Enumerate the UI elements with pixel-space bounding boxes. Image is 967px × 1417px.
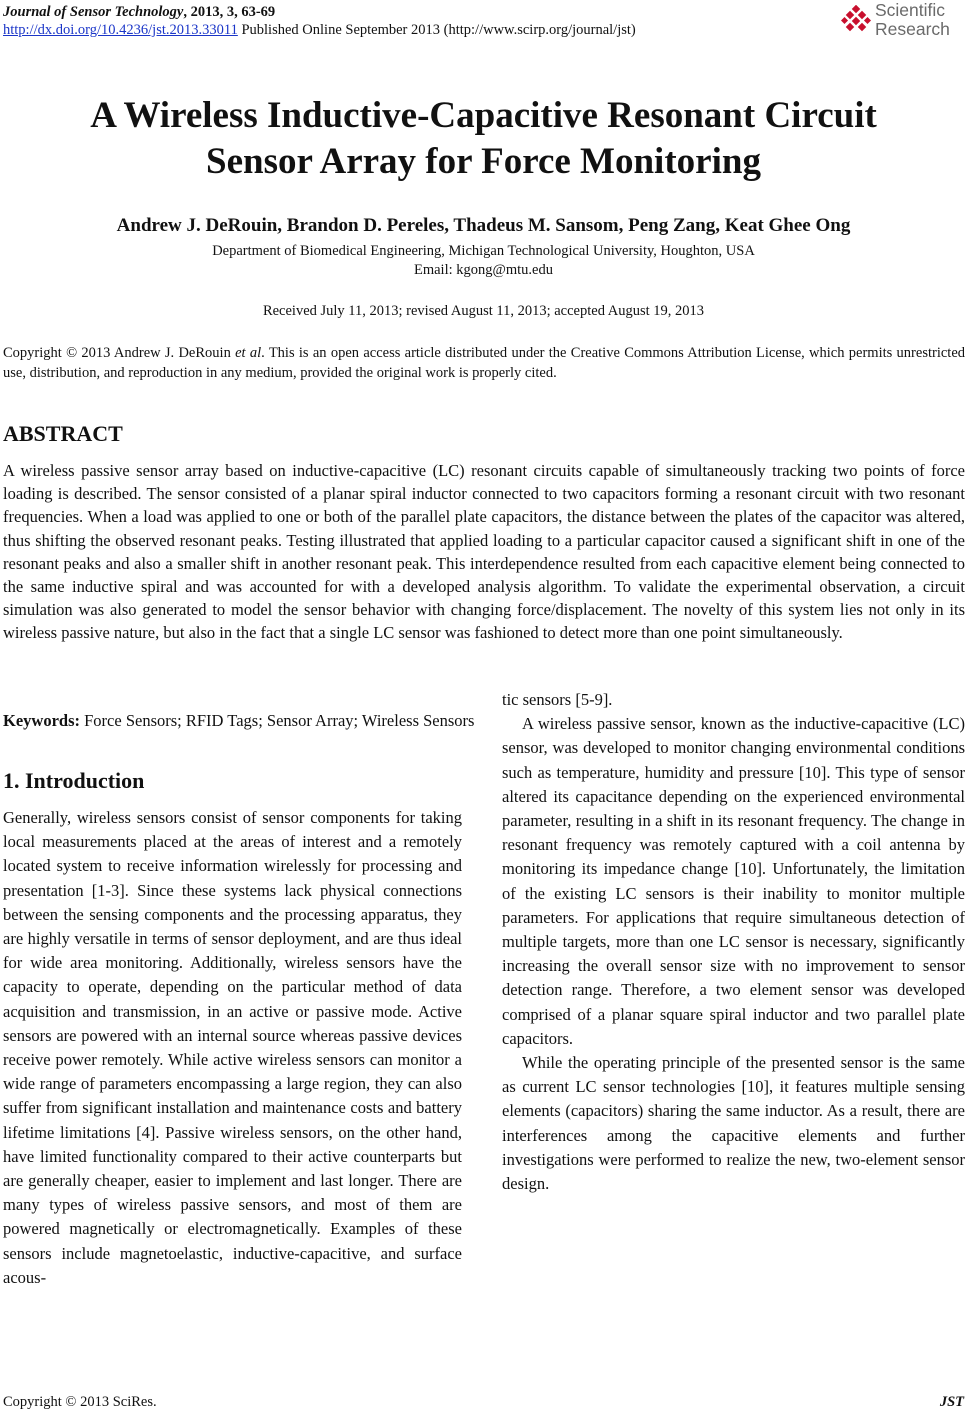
right-column <box>502 688 965 1196</box>
copyright-notice: Copyright © 2013 Andrew J. DeRouin et al. This is an open access article distributed under the Creative Commons Attribution License, which permits unrestricted use, distribution, and reproduction in any medium, provided the original work is properly cited. <box>3 345 966 381</box>
paragraph: While the operating principle of the presented sensor is the same as current LC sensor technologies [10], it features multiple sensing elements (capacitors) sharing the same inductor. As a result, there are interferences among the capacitive elements and further investigations were performed to realize the new, two-element sensor design. <box>502 1053 965 1194</box>
email: Email: kgong@mtu.edu <box>413 262 553 278</box>
affiliation-block <box>0 242 967 280</box>
abstract-text: A wireless passive sensor array based on inductive-capacitive (LC) resonant circuits capable of simultaneously tracking two points of force loading is described. The sensor consisted of a planar spiral inductor connected to two capacitors forming a resonant circuit with two resonant frequencies. When a load was applied to one or both of the parallel plate capacitors, the distance between the plates of the capacitor was altered, thus shifting the observed resonant peaks. Testing illustrated that applied loading to a particular capacitor caused a significant shift in one of the resonant peaks and also a smaller shift in another resonant peak. This interdependence resulted from each capacitive element being connected to the same inductive spiral and was accounted for with a developed analysis algorithm. To validate the experimental observation, a circuit simulation was also generated to model the sensor behavior with changing force/displacement. The novelty of this system lies not only in its wireless passive nature, but also in the fact that a single LC sensor was fashioned to detect more than one point simultaneously. <box>3 461 965 643</box>
left-column <box>3 806 462 1290</box>
doi-link[interactable]: http://dx.doi.org/10.4236/jst.2013.33011 <box>3 22 238 38</box>
logo-diamond-icon <box>841 5 871 35</box>
abstract-heading: ABSTRACT <box>3 421 123 446</box>
paragraph: A wireless passive sensor, known as the inductive-capacitive (LC) sensor, was developed to monitor changing environmental conditions such as temperature, humidity and pressure [10]. This type of sensor altered its capacitance depending on the experienced environmental parameter, resulting in a shift in its resonant frequency. The change in resonant frequency was remotely captured with a coil antenna by monitoring its impedance change [10]. Unfortunately, the limitation of the existing LC sensors is their inability to monitor multiple parameters. For applications that require simultaneous detection of multiple targets, more than one LC sensor is necessary, significantly increasing the overall sensor size with no improvement to sensor detection range. Therefore, a two element sensor was developed comprised of a planar square spiral inductor and two parallel plate capacitors. <box>502 714 965 1048</box>
introduction-heading: 1. Introduction <box>3 768 145 793</box>
paragraph: Generally, wireless sensors consist of sensor components for taking local measurements placed at the areas of interest and a remotely located system to receive information wirelessly for processing and presentation [1-3]. Since these systems lack physical connections between the sensing components and the processing apparatus, they are highly versatile in terms of sensor deployment, and are thus ideal for wide area monitoring. Additionally, wireless sensors have the capacity to operate, depending on the particular method of data acquisition and transmission, in an active or passive mode. Active sensors are powered with an internal source whereas passive devices receive power remotely. While active wireless sensors can monitor a wide range of parameters encompassing a large region, they can also suffer from significant installation and maintenance costs and battery lifetime limitations [4]. Passive wireless sensors, on the other hand, have limited functionality compared to their active counterparts but are generally cheaper, easier to implement and last longer. There are many types of wireless passive sensors, and most of them are powered magnetically or electromagnetically. Examples of these sensors include magnetoelastic, inductive-capacitive, and surface acous- <box>3 808 462 1287</box>
paragraph: tic sensors [5-9]. <box>502 690 613 709</box>
logo-text: Scientific Research <box>875 0 950 39</box>
affiliation: Department of Biomedical Engineering, Michigan Technological University, Houghton, USA <box>212 243 755 259</box>
journal-volume-info: , 2013, 3, 63-69 <box>183 4 276 20</box>
authors: Andrew J. DeRouin, Brandon D. Pereles, Thadeus M. Sansom, Peng Zang, Keat Ghee Ong <box>116 215 851 236</box>
footer-copyright: Copyright © 2013 SciRes. <box>3 1394 157 1410</box>
scientific-research-logo <box>841 1 965 41</box>
article-title: A Wireless Inductive-Capacitive Resonant Circuit Sensor Array for Force Monitoring <box>90 95 877 182</box>
keywords-label: Keywords: <box>3 711 80 730</box>
journal-header <box>3 3 636 39</box>
keywords-list: Force Sensors; RFID Tags; Sensor Array; Wireless Sensors <box>80 711 475 730</box>
footer-journal-abbrev: JST <box>939 1394 964 1410</box>
article-dates: Received July 11, 2013; revised August 11, 2013; accepted August 19, 2013 <box>262 303 705 319</box>
keywords <box>3 711 474 731</box>
published-line: Published Online September 2013 (http://www.scirp.org/journal/jst) <box>237 22 636 38</box>
journal-name: Journal of Sensor Technology <box>3 4 184 20</box>
